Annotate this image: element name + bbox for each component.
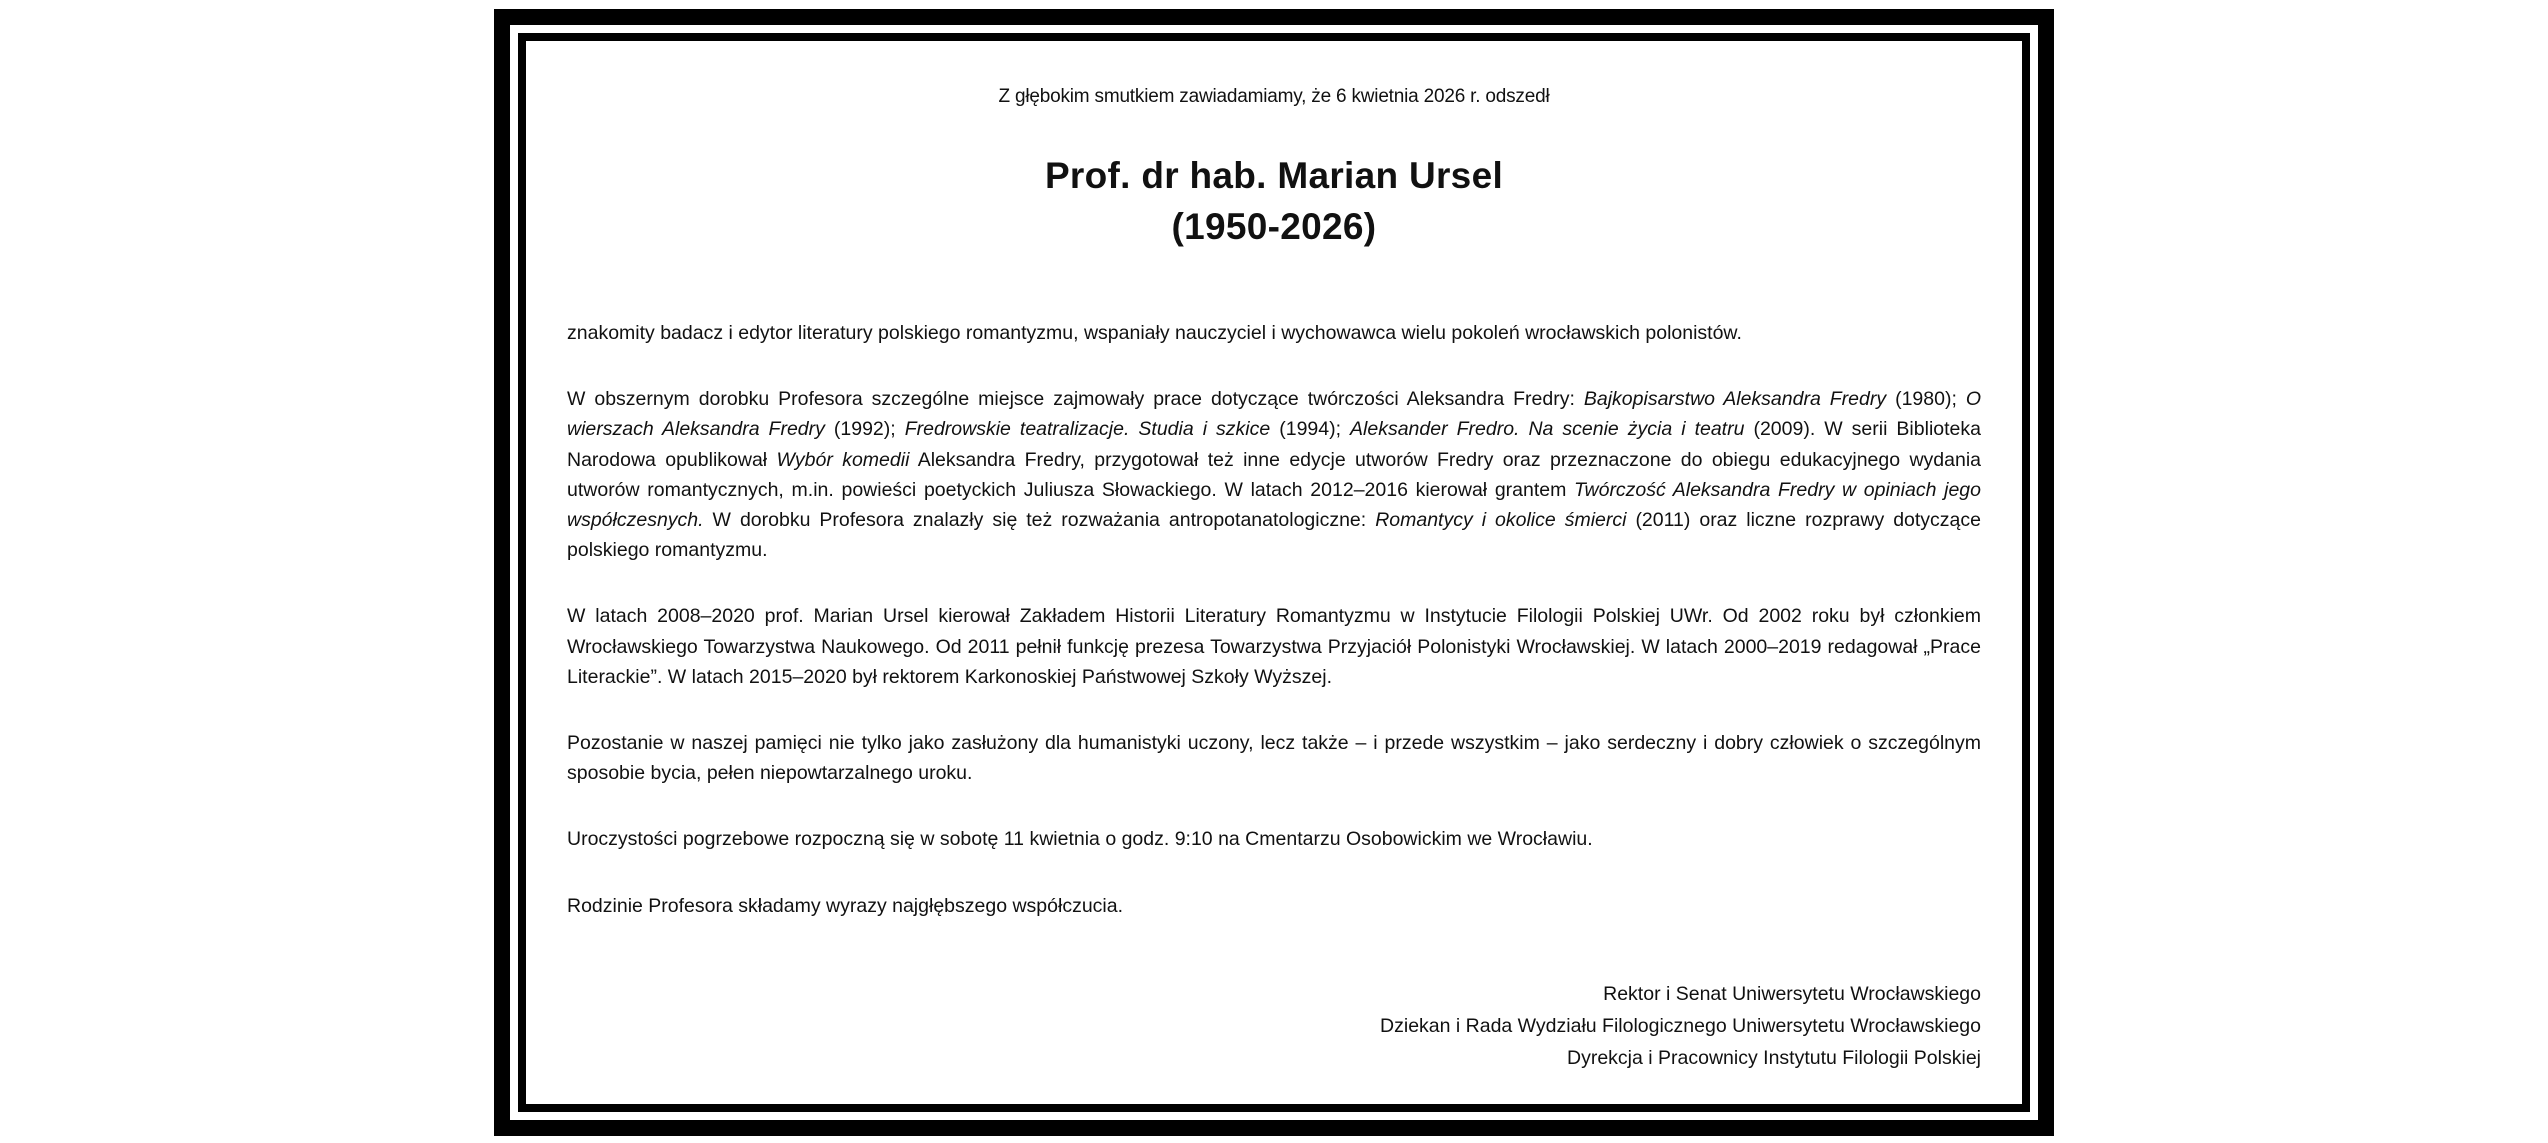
obituary-content — [567, 41, 1981, 1104]
paragraph-works — [567, 384, 1981, 565]
signature-line: Rektor i Senat Uniwersytetu Wrocławskiego — [1603, 983, 1981, 1005]
life-years: (1950-2026) — [1171, 206, 1377, 247]
paragraph-tribute: znakomity badacz i edytor literatury polskiego romantyzmu, wspaniały nauczyciel i wychowawca wielu pokoleń wrocławskich polonistów. — [567, 322, 1742, 344]
paragraph-funeral: Uroczystości pogrzebowe rozpoczną się w sobotę 11 kwietnia o godz. 9:10 na Cmentarzu Osobowickim we Wrocławiu. — [567, 828, 1593, 851]
obituary-body — [567, 318, 1981, 957]
text: (1980); — [1886, 388, 1966, 411]
paragraph-memory: Pozostanie w naszej pamięci nie tylko jako zasłużony dla humanistyki uczony, lecz także – i przede wszystkim – jako serdeczny i dobry człowiek o szczególnym sposobie bycia, pełen niepowtarzalnego uroku. — [567, 732, 1981, 785]
obituary-title — [567, 150, 1981, 252]
signature-line: Dziekan i Rada Wydziału Filologicznego Uniwersytetu Wrocławskiego — [1380, 1015, 1981, 1037]
book-title: Aleksander Fredro. Na scenie życia i teatru — [1350, 418, 1745, 441]
signatures — [567, 978, 1981, 1074]
text: (2009). W serii Biblioteka Narodowa opublikował — [567, 418, 1981, 471]
text: (2011) oraz liczne rozprawy dotyczące polskiego romantyzmu. — [567, 509, 1981, 562]
signature-line: Dyrekcja i Pracownicy Instytutu Filologii Polskiej — [1567, 1047, 1981, 1069]
outer-mourning-border — [494, 9, 2054, 1136]
text: Aleksandra Fredry, przygotował też inne edycje utworów Fredry oraz przeznaczone do obiegu edukacyjnego wydania utworów romantycznych, m.in. powieści poetyckich Juliusza Słowackiego. W latach 2012–2016 kierował grantem — [567, 448, 1981, 501]
deceased-name: Prof. dr hab. Marian Ursel — [1044, 155, 1504, 196]
book-title: Wybór komedii — [776, 448, 910, 471]
book-title: Romantycy i okolice śmierci — [1375, 509, 1627, 532]
text: (1992); — [824, 418, 905, 441]
text: (1994); — [1270, 418, 1351, 441]
text: W dorobku Profesora znalazły się też rozważania antropotanatologiczne: — [703, 509, 1376, 532]
grant-title: Twórczość Aleksandra Fredry w opiniach jego współczesnych. — [567, 478, 1981, 532]
paragraph-condolences: Rodzinie Profesora składamy wyrazy najgłębszego współczucia. — [567, 894, 1124, 917]
book-title: O wierszach Aleksandra Fredry — [567, 388, 1981, 441]
text: W obszernym dorobku Profesora szczególne miejsce zajmowały prace dotyczące twórczości Aleksandra Fredry: — [567, 388, 1584, 411]
paragraph-career: W latach 2008–2020 prof. Marian Ursel kierował Zakładem Historii Literatury Romantyzmu w Instytucie Filologii Polskiej UWr. Od 2002 roku był członkiem Wrocławskiego Towarzystwa Naukowego. Od 2011 pełnił funkcję prezesa Towarzystwa Przyjaciół Polonistyki Wrocławskiej. W latach 2000–2019 redagował „Prace Literackie”. W latach 2015–2020 był rektorem Karkonoskiej Państwowej Szkoły Wyższej. — [567, 605, 1981, 688]
book-title: Fredrowskie teatralizacje. Studia i szkice — [904, 418, 1271, 441]
intro-line: Z głębokim smutkiem zawiadamiamy, że 6 kwietnia 2026 r. odszedł — [998, 86, 1550, 107]
book-title: Bajkopisarstwo Aleksandra Fredry — [1583, 388, 1887, 411]
inner-mourning-border — [518, 33, 2030, 1112]
